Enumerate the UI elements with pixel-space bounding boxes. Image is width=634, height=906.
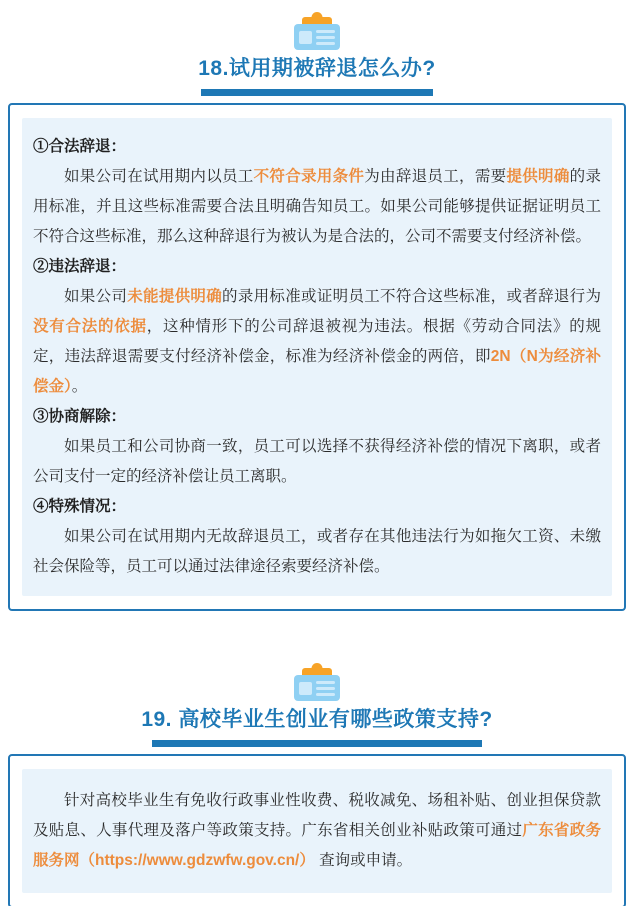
answer-box xyxy=(8,103,626,611)
body-text: 如果公司在试用期内以员工 xyxy=(64,168,254,185)
answer-panel xyxy=(22,118,612,596)
card-text-lines xyxy=(316,681,335,696)
clipboard-card xyxy=(294,24,340,50)
highlight-text: 没有合法的依据 xyxy=(33,318,147,335)
body-text: 如果公司在试用期内无故辞退员工，或者存在其他违法行为如拖欠工资、未缴社会保险等，员工可以通过法律途径索要经济补偿。 xyxy=(33,528,601,575)
body-text: ，这种情形下的公司辞退被视为违法。根据《劳动合同法》的规定，违法辞退需要支付经济补偿金，标准为经济补偿金的两倍，即 xyxy=(33,318,601,365)
highlight-text: 未能提供明确 xyxy=(127,288,223,305)
body-text: 查询或申请。 xyxy=(314,852,413,869)
answer-point-heading: ①合法辞退： xyxy=(33,138,127,155)
answer-box xyxy=(8,754,626,906)
body-text: 如果员工和公司协商一致，员工可以选择不获得经济补偿的情况下离职，或者公司支付一定的经济补偿让员工离职。 xyxy=(33,438,601,485)
answer-point-heading: ②违法辞退： xyxy=(33,258,127,275)
gov-service-link[interactable]: 广东省政务服务网（https://www.gdzwfw.gov.cn/） xyxy=(33,822,601,869)
body-text: 。 xyxy=(71,378,88,395)
body-text: 的录用标准或证明员工不符合这些标准，或者辞退行为 xyxy=(222,288,601,305)
answer-point-heading: ④特殊情况： xyxy=(33,498,127,515)
highlight-text: 2N（N为经济补偿金） xyxy=(33,348,601,395)
card-text-lines xyxy=(316,30,335,45)
body-text: 的录用标准，并且这些标准需要合法且明确告知员工。如果公司能够提供证据证明员工不符合这些标准，那么这种辞退行为被认为是合法的，公司不需要支付经济补偿。 xyxy=(33,168,601,245)
clipboard-icon xyxy=(292,663,342,701)
answer-panel xyxy=(22,769,612,893)
question-title: 18.试用期被辞退怎么办? xyxy=(198,57,436,80)
highlight-text: 提供明确 xyxy=(506,168,570,185)
title-underline xyxy=(201,89,433,96)
body-text: 如果公司 xyxy=(64,288,128,305)
card-photo-square xyxy=(299,31,312,44)
answer-paragraph xyxy=(33,432,601,492)
question-title: 19. 高校毕业生创业有哪些政策支持? xyxy=(141,708,493,731)
answer-point-heading: ③协商解除： xyxy=(33,408,127,425)
body-text: 为由辞退员工，需要 xyxy=(364,168,507,185)
answer-paragraph xyxy=(33,522,601,582)
answer-paragraph xyxy=(33,786,601,876)
answer-paragraph xyxy=(33,282,601,402)
title-underline xyxy=(152,740,482,747)
highlight-text: 不符合录用条件 xyxy=(253,168,365,185)
qa-section-19 xyxy=(0,611,634,906)
answer-paragraph xyxy=(33,162,601,252)
body-text: 针对高校毕业生有免收行政事业性收费、税收减免、场租补贴、创业担保贷款及贴息、人事代理及落户等政策支持。广东省相关创业补贴政策可通过 xyxy=(33,792,601,839)
clipboard-icon xyxy=(292,12,342,50)
clipboard-card xyxy=(294,675,340,701)
card-photo-square xyxy=(299,682,312,695)
